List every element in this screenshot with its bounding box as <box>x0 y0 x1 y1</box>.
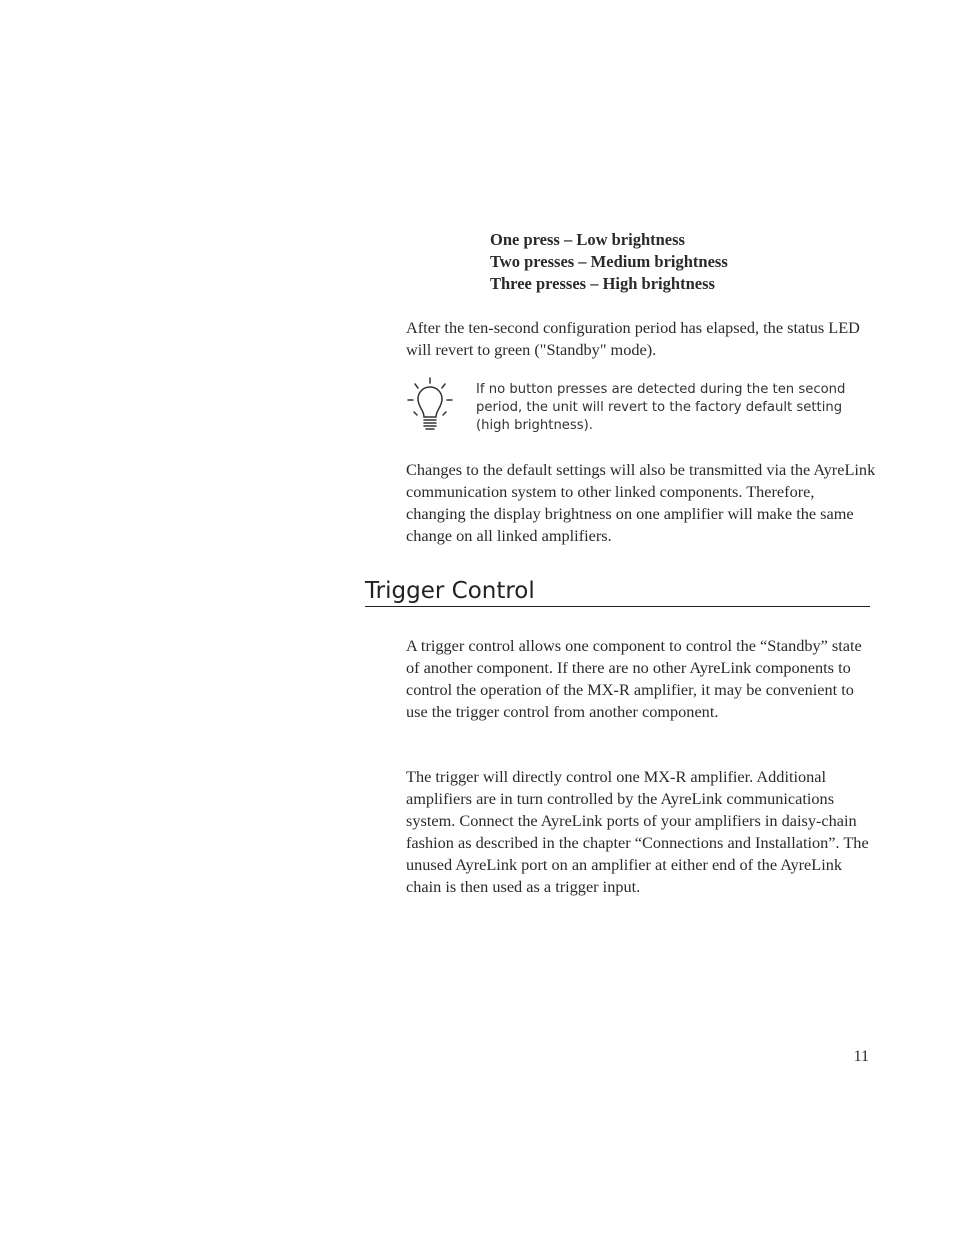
after-config-text: After the ten-second configuration period has elapsed, the status LED will revert to green ("Standby" mode). <box>406 318 860 359</box>
changes-paragraph <box>406 459 876 547</box>
trigger-text-2: The trigger will directly control one MX-R amplifier. Additional amplifiers are in turn controlled by the AyreLink communications system. Connect the AyreLink ports of your amplifiers in daisy-chain fashion as described in the chapter “Connections and Installation”. The unused AyreLink port on an amplifier at either end of the AyreLink chain is then used as a trigger input. <box>406 767 869 896</box>
brightness-option-medium: Two presses – Medium brightness <box>490 252 728 271</box>
changes-text: Changes to the default settings will also be transmitted via the AyreLink communication system to other linked components. Therefore, changing the display brightness on one amplifier will make the same change on all linked amplifiers. <box>406 460 876 545</box>
page-number: 11 <box>853 1048 869 1065</box>
brightness-option-high: Three presses – High brightness <box>490 274 715 293</box>
section-title-trigger-control: Trigger Control <box>365 577 870 607</box>
lightbulb-icon <box>405 377 455 433</box>
trigger-text-1: A trigger control allows one component to control the “Standby” state of another component. If there are no other AyreLink components to control the operation of the MX-R amplifier, it may be convenient to use the trigger control from another component. <box>406 636 862 721</box>
brightness-option-low: One press – Low brightness <box>490 230 685 249</box>
trigger-paragraph-2 <box>406 766 876 898</box>
tip-note: If no button presses are detected during the ten second period, the unit will revert to the factory default setting (high brightness). <box>476 382 846 433</box>
after-config-paragraph <box>406 317 876 361</box>
trigger-paragraph-1 <box>406 635 876 723</box>
brightness-options-list <box>490 229 728 295</box>
